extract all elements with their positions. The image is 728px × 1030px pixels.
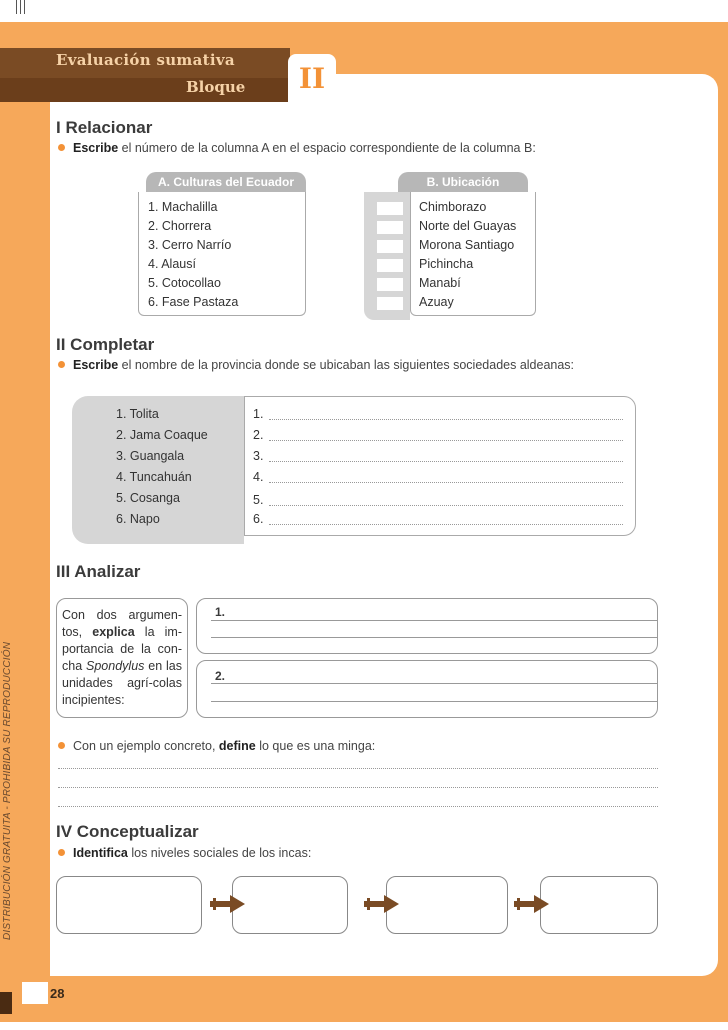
instruction-text: Con un ejemplo concreto,	[73, 739, 219, 753]
column-b-item: Chimborazo	[419, 200, 487, 214]
column-a-item: 6. Fase Pastaza	[148, 295, 239, 309]
instruction-verb: Escribe	[73, 141, 119, 155]
answer-line[interactable]	[269, 524, 623, 525]
bullet-icon	[58, 361, 65, 368]
bullet-icon	[58, 144, 65, 151]
column-a-list	[138, 192, 306, 316]
social-level-box-4[interactable]	[540, 876, 658, 934]
page-number: 28	[50, 986, 65, 1001]
answer-line[interactable]	[269, 461, 623, 462]
answer-blank[interactable]	[377, 221, 403, 234]
block-number: II	[298, 62, 326, 95]
answer-line[interactable]	[211, 620, 657, 621]
bullet-icon	[58, 849, 65, 856]
bullet-icon	[58, 742, 65, 749]
answer-line[interactable]	[211, 637, 657, 638]
column-b-item: Norte del Guayas	[419, 219, 517, 233]
blank-label: 3.	[253, 449, 264, 463]
answer-blank[interactable]	[377, 202, 403, 215]
arrow-right-icon	[514, 894, 550, 914]
answer-line[interactable]	[211, 701, 657, 702]
society-item: 6. Napo	[116, 512, 160, 526]
prompt-text: Con dos argumen-tos,	[62, 608, 182, 639]
society-item: 2. Jama Coaque	[116, 428, 208, 442]
column-a-item: 4. Alausí	[148, 257, 196, 271]
prompt-verb: explica	[92, 625, 135, 639]
section3-title: III Analizar	[56, 562, 141, 581]
column-b-item: Azuay	[419, 295, 454, 309]
page-title: Evaluación sumativa	[56, 51, 235, 69]
section3-instruction2	[58, 739, 375, 753]
blank-label: 4.	[253, 470, 264, 484]
answer-blank[interactable]	[377, 240, 403, 253]
social-level-box-3[interactable]	[386, 876, 508, 934]
column-b-item: Morona Santiago	[419, 238, 515, 252]
instruction-text: los niveles sociales de los incas:	[127, 846, 312, 860]
society-item: 3. Guangala	[116, 449, 185, 463]
instruction-text: lo que es una minga:	[255, 739, 376, 753]
argument-label: 2.	[215, 669, 226, 683]
blank-label: 6.	[253, 512, 264, 526]
answer-line[interactable]	[269, 440, 623, 441]
answer-line[interactable]	[269, 482, 623, 483]
answer-blank[interactable]	[377, 278, 403, 291]
society-item: 4. Tuncahuán	[116, 470, 192, 484]
column-a-item: 1. Machalilla	[148, 200, 218, 214]
societies-card	[72, 396, 244, 544]
answer-line[interactable]	[269, 505, 623, 506]
instruction-verb: Identifica	[73, 846, 128, 860]
answer-blank[interactable]	[377, 259, 403, 272]
prompt-term: Spondylus	[86, 659, 145, 673]
answer-line[interactable]	[211, 683, 657, 684]
header-band-lower	[0, 78, 290, 102]
column-b-item: Manabí	[419, 276, 461, 290]
answer-line[interactable]	[269, 419, 623, 420]
blank-label: 1.	[253, 407, 264, 421]
blank-label: 2.	[253, 428, 264, 442]
column-a-item: 5. Cotocollao	[148, 276, 221, 290]
society-item: 1. Tolita	[116, 407, 159, 421]
section2-title: II Completar	[56, 335, 155, 354]
column-a-item: 3. Cerro Narrío	[148, 238, 232, 252]
instruction-verb: Escribe	[73, 358, 119, 372]
answer-line[interactable]	[58, 787, 658, 788]
prompt-text: la im-portancia de la con-cha	[62, 625, 183, 673]
page-number-box	[22, 982, 48, 1004]
argument-label: 1.	[215, 605, 226, 619]
section1-instruction	[58, 141, 536, 155]
analysis-prompt	[62, 607, 182, 709]
section1-title: I Relacionar	[56, 118, 153, 137]
social-level-box-1[interactable]	[56, 876, 202, 934]
blank-label: 5.	[253, 493, 264, 507]
instruction-text: el nombre de la provincia donde se ubicaban las siguientes sociedades aldeanas:	[118, 358, 575, 372]
section2-instruction	[58, 358, 574, 372]
analysis-prompt-box	[56, 598, 188, 718]
footer-marker	[0, 992, 12, 1014]
social-level-box-2[interactable]	[232, 876, 348, 934]
answer-blank[interactable]	[377, 297, 403, 310]
column-a-item: 2. Chorrera	[148, 219, 212, 233]
society-item: 5. Cosanga	[116, 491, 180, 505]
instruction-verb: define	[218, 739, 256, 753]
argument-box-1	[196, 598, 658, 654]
section4-title: IV Conceptualizar	[56, 822, 199, 841]
provinces-answer-card	[244, 396, 636, 536]
answer-line[interactable]	[58, 806, 658, 807]
arrow-right-icon	[364, 894, 400, 914]
prompt-text: en las unidades agrí-colas incipientes:	[62, 659, 182, 707]
section4-instruction	[58, 846, 311, 860]
argument-box-2	[196, 660, 658, 718]
bottom-margin	[0, 1022, 728, 1030]
answer-line[interactable]	[58, 768, 658, 769]
block-label: Bloque	[186, 78, 246, 96]
arrow-right-icon	[210, 894, 246, 914]
instruction-text: el número de la columna A en el espacio correspondiente de la columna B:	[118, 141, 536, 155]
column-b-header: B. Ubicación	[398, 172, 528, 192]
crop-marks	[0, 0, 728, 22]
column-b-item: Pichincha	[419, 257, 474, 271]
column-a-header: A. Culturas del Ecuador	[146, 172, 306, 192]
column-b-list	[410, 192, 536, 316]
copyright-note: DISTRIBUCIÓN GRATUITA - PROHIBIDA SU REPRODUCCIÓN	[2, 641, 13, 940]
answer-blanks-strip	[364, 192, 410, 320]
